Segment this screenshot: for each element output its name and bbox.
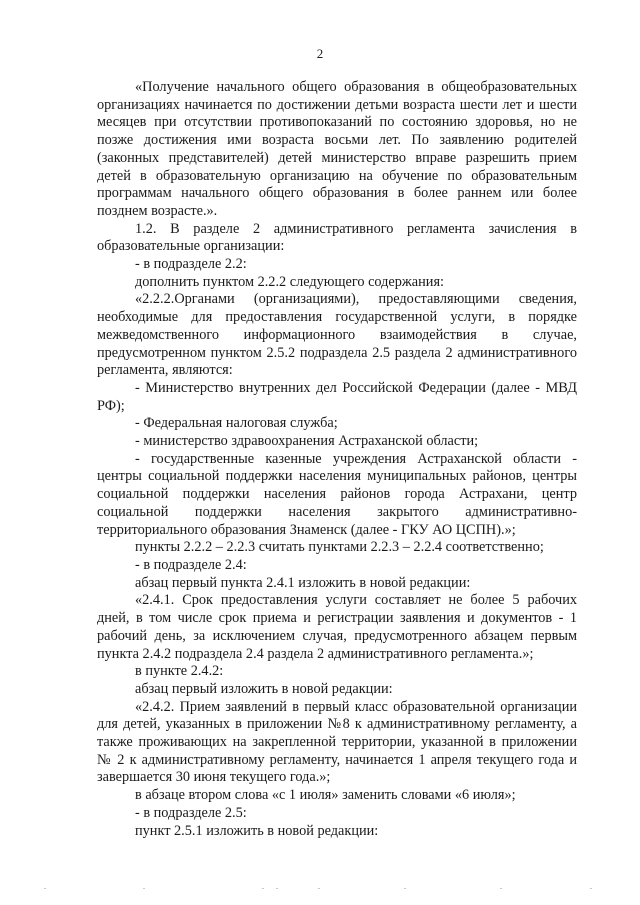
paragraph-age-rule: «Получение начального общего образования в общеобразовательных организациях начинается по достижении детьми возраста шести лет и шести месяцев при отсутствии противопоказаний по состоянию здоровья, но не позже достижения ими возраста восьми лет. По заявлению родителей (законных представителей) детей министерство вправе разрешить прием детей в образовательную организацию на обучение по образовательным программам начального общего образования в более раннем или более позднем возрасте.». <box>97 79 577 219</box>
paragraph-item-2-4-2: «2.4.2. Прием заявлений в первый класс образовательной организации для детей, указанных в приложении №8 к административному регламенту, а также проживающих на закрепленной территории, указанной в приложении № 2 к административному регламенту, начинается 1 апреля текущего года и завершается 30 июня текущего года.»; <box>97 698 577 786</box>
document-body <box>97 79 577 840</box>
page-number: 2 <box>316 46 324 61</box>
list-item-tax-service: - Федеральная налоговая служба; <box>135 415 338 432</box>
list-item-social-centers: - государственные казенные учреждения Астраханской области - центры социальной поддержки населения муниципальных районов, центры социальной поддержки населения районов города Астрахани, центр социальной поддержки населения закрытого административно-территориального образования Знаменск (далее - ГКУ АО ЦСПН).»; <box>97 450 577 538</box>
paragraph-subsection-2-4: - в подразделе 2.4: <box>135 556 247 573</box>
paragraph-subsection-2-5: - в подразделе 2.5: <box>135 804 247 821</box>
paragraph-item-2-5-1-intro: пункт 2.5.1 изложить в новой редакции: <box>135 822 379 839</box>
paragraph-section-1-2: 1.2. В разделе 2 административного регламента зачисления в образовательные организации: <box>97 220 577 255</box>
scan-artifact-dots <box>0 886 640 892</box>
paragraph-first-para-intro: абзац первый изложить в новой редакции: <box>135 680 393 697</box>
list-item-health-ministry: - министерство здравоохранения Астраханской области; <box>135 433 479 450</box>
paragraph-subsection-2-2: - в подразделе 2.2: <box>135 256 247 273</box>
paragraph-replace-words: в абзаце втором слова «с 1 июля» заменить словами «6 июля»; <box>135 787 516 804</box>
paragraph-item-2-4-1: «2.4.1. Срок предоставления услуги составляет не более 5 рабочих дней, в том числе срок приема и регистрации заявления и документов - 1 рабочий день, за исключением случая, предусмотренного абзацем первым пункта 2.4.2 подраздела 2.4 раздела 2 административного регламента.»; <box>97 592 577 662</box>
paragraph-item-2-4-1-intro: абзац первый пункта 2.4.1 изложить в новой редакции: <box>135 574 471 591</box>
paragraph-item-2-2-2: «2.2.2.Органами (организациями), предоставляющими сведения, необходимые для предоставления государственной услуги, в порядке межведомственного информационного взаимодействия в случае, предусмотренном пунктом 2.5.2 подраздела 2.5 раздела 2 административного регламента, являются: <box>97 291 577 379</box>
paragraph-item-2-4-2-intro: в пункте 2.4.2: <box>135 663 224 680</box>
paragraph-renumber-items: пункты 2.2.2 – 2.2.3 считать пунктами 2.2.3 – 2.2.4 соответственно; <box>135 539 544 556</box>
list-item-mvd: - Министерство внутренних дел Российской Федерации (далее - МВД РФ); <box>97 379 577 414</box>
paragraph-add-item-2-2-2: дополнить пунктом 2.2.2 следующего содержания: <box>135 273 444 290</box>
